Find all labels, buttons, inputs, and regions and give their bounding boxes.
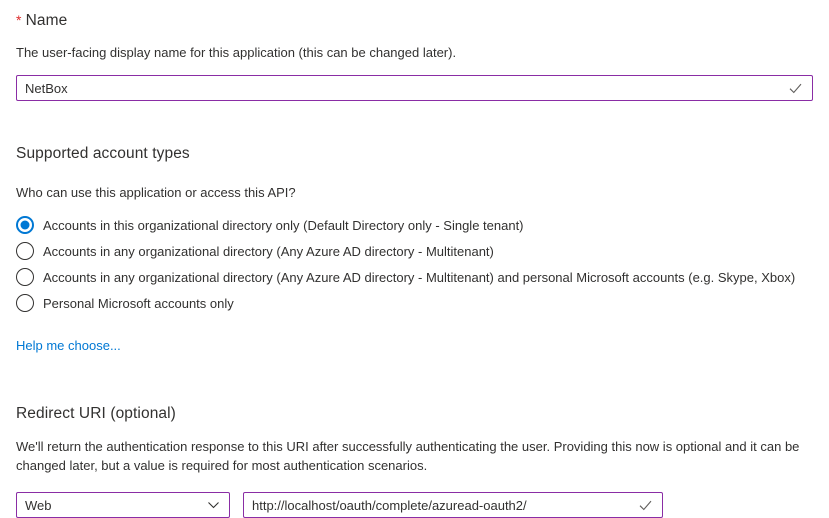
radio-selected-icon bbox=[16, 216, 34, 234]
redirect-uri-input[interactable] bbox=[244, 493, 662, 517]
help-me-choose-link[interactable]: Help me choose... bbox=[16, 338, 121, 353]
platform-select-value: Web bbox=[25, 497, 52, 513]
redirect-uri-input-container bbox=[243, 492, 663, 518]
radio-option-personal-only[interactable] bbox=[16, 290, 813, 316]
chevron-down-icon bbox=[206, 498, 221, 513]
name-input[interactable] bbox=[17, 76, 812, 100]
radio-option-multitenant[interactable] bbox=[16, 238, 813, 264]
name-section-label bbox=[16, 12, 813, 30]
radio-option-multitenant-personal[interactable] bbox=[16, 264, 813, 290]
required-asterisk: * bbox=[16, 12, 22, 28]
radio-option-label: Accounts in this organizational directory only (Default Directory only - Single tenant) bbox=[43, 217, 524, 233]
radio-option-label: Accounts in any organizational directory (Any Azure AD directory - Multitenant) and personal Microsoft accounts (e.g. Skype, Xbox) bbox=[43, 269, 796, 285]
radio-unselected-icon bbox=[16, 268, 34, 286]
name-description: The user-facing display name for this application (this can be changed later). bbox=[16, 45, 457, 60]
radio-unselected-icon bbox=[16, 242, 34, 260]
name-label: Name bbox=[25, 12, 68, 29]
supported-account-types-title: Supported account types bbox=[16, 145, 190, 162]
redirect-uri-title: Redirect URI (optional) bbox=[16, 405, 176, 422]
radio-option-single-tenant[interactable] bbox=[16, 212, 813, 238]
redirect-uri-description: We'll return the authentication response to this URI after successfully authenticating the user. Providing this now is optional and it can be changed later, but a value is required for most authentication scenarios. bbox=[16, 439, 800, 473]
account-types-question: Who can use this application or access this API? bbox=[16, 185, 296, 200]
name-input-container bbox=[16, 75, 813, 101]
redirect-uri-row bbox=[16, 492, 813, 518]
radio-option-label: Personal Microsoft accounts only bbox=[43, 295, 234, 311]
platform-select[interactable] bbox=[16, 492, 230, 518]
radio-unselected-icon bbox=[16, 294, 34, 312]
account-types-radio-group bbox=[16, 212, 813, 316]
radio-option-label: Accounts in any organizational directory (Any Azure AD directory - Multitenant) bbox=[43, 243, 494, 259]
